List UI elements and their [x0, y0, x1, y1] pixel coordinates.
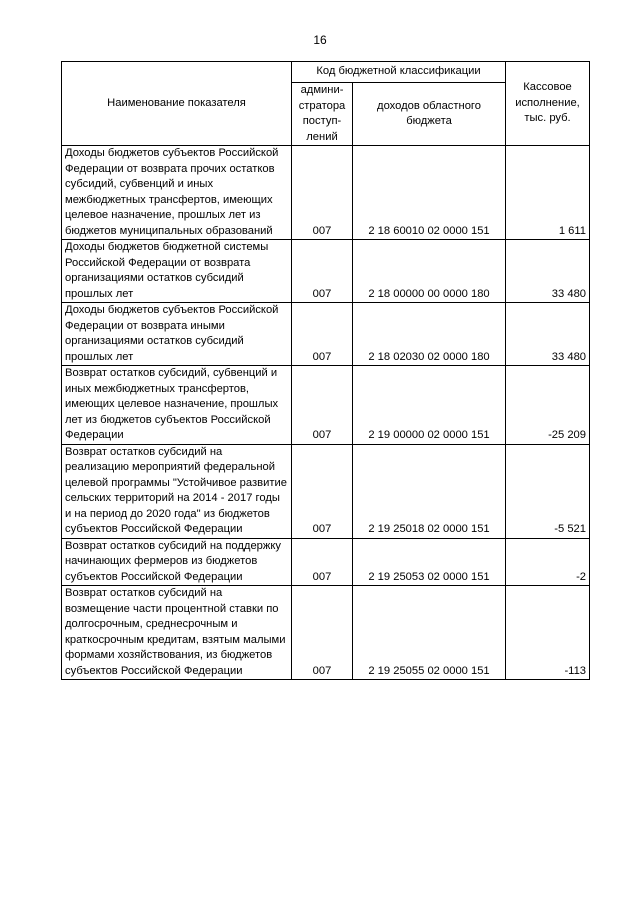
row-admin-cell: 007: [292, 538, 353, 586]
table-row: [62, 146, 590, 240]
row-amount-cell: 33 480: [506, 240, 590, 303]
row-amount-cell: 1 611: [506, 146, 590, 240]
header-revenue: доходов областного бюджета: [353, 83, 506, 146]
budget-table: [61, 61, 590, 680]
row-admin-cell: 007: [292, 586, 353, 680]
table-row: [62, 538, 590, 586]
header-amount: Кассовое исполнение, тыс. руб.: [506, 62, 590, 146]
table-row: [62, 303, 590, 366]
row-admin-cell: 007: [292, 240, 353, 303]
row-code-cell: 2 18 60010 02 0000 151: [353, 146, 506, 240]
row-admin-cell: 007: [292, 303, 353, 366]
row-amount-cell: -25 209: [506, 366, 590, 445]
page-number: 16: [313, 33, 327, 47]
row-amount-cell: -2: [506, 538, 590, 586]
table-row: [62, 240, 590, 303]
table-row: [62, 366, 590, 445]
row-name-cell: Возврат остатков субсидий, субвенций и иных межбюджетных трансфертов, имеющих целевое назначение, прошлых лет из бюджетов субъектов Российской Федерации: [62, 366, 292, 445]
row-code-cell: 2 18 02030 02 0000 180: [353, 303, 506, 366]
row-code-cell: 2 19 25055 02 0000 151: [353, 586, 506, 680]
table-row: [62, 586, 590, 680]
table-row: [62, 444, 590, 538]
row-admin-cell: 007: [292, 444, 353, 538]
row-name-cell: Доходы бюджетов бюджетной системы Российской Федерации от возврата организациями остатков субсидий прошлых лет: [62, 240, 292, 303]
row-amount-cell: -5 521: [506, 444, 590, 538]
row-code-cell: 2 19 00000 02 0000 151: [353, 366, 506, 445]
row-code-cell: 2 19 25018 02 0000 151: [353, 444, 506, 538]
row-admin-cell: 007: [292, 146, 353, 240]
row-code-cell: 2 19 25053 02 0000 151: [353, 538, 506, 586]
row-name-cell: Доходы бюджетов субъектов Российской Федерации от возврата иными организациями остатков субсидий прошлых лет: [62, 303, 292, 366]
header-code-group: Код бюджетной классификации: [292, 62, 506, 83]
row-amount-cell: -113: [506, 586, 590, 680]
row-code-cell: 2 18 00000 00 0000 180: [353, 240, 506, 303]
row-name-cell: Возврат остатков субсидий на реализацию мероприятий федеральной целевой программы "Устойчивое развитие сельских территорий на 2014 - 2017 годы и на период до 2020 года" из бюджетов субъектов Российской Федерации: [62, 444, 292, 538]
row-name-cell: Возврат остатков субсидий на возмещение части процентной ставки по долгосрочным, среднесрочным и краткосрочным кредитам, взятым малыми формами хозяйствования, из бюджетов субъектов Российской Федерации: [62, 586, 292, 680]
header-admin: админи-стратора поступ-лений: [292, 83, 353, 146]
header-name: Наименование показателя: [62, 62, 292, 146]
row-name-cell: Доходы бюджетов субъектов Российской Федерации от возврата прочих остатков субсидий, субвенций и иных межбюджетных трансфертов, имеющих целевое назначение, прошлых лет из бюджетов муниципальных образований: [62, 146, 292, 240]
row-admin-cell: 007: [292, 366, 353, 445]
row-name-cell: Возврат остатков субсидий на поддержку начинающих фермеров из бюджетов субъектов Российской Федерации: [62, 538, 292, 586]
row-amount-cell: 33 480: [506, 303, 590, 366]
